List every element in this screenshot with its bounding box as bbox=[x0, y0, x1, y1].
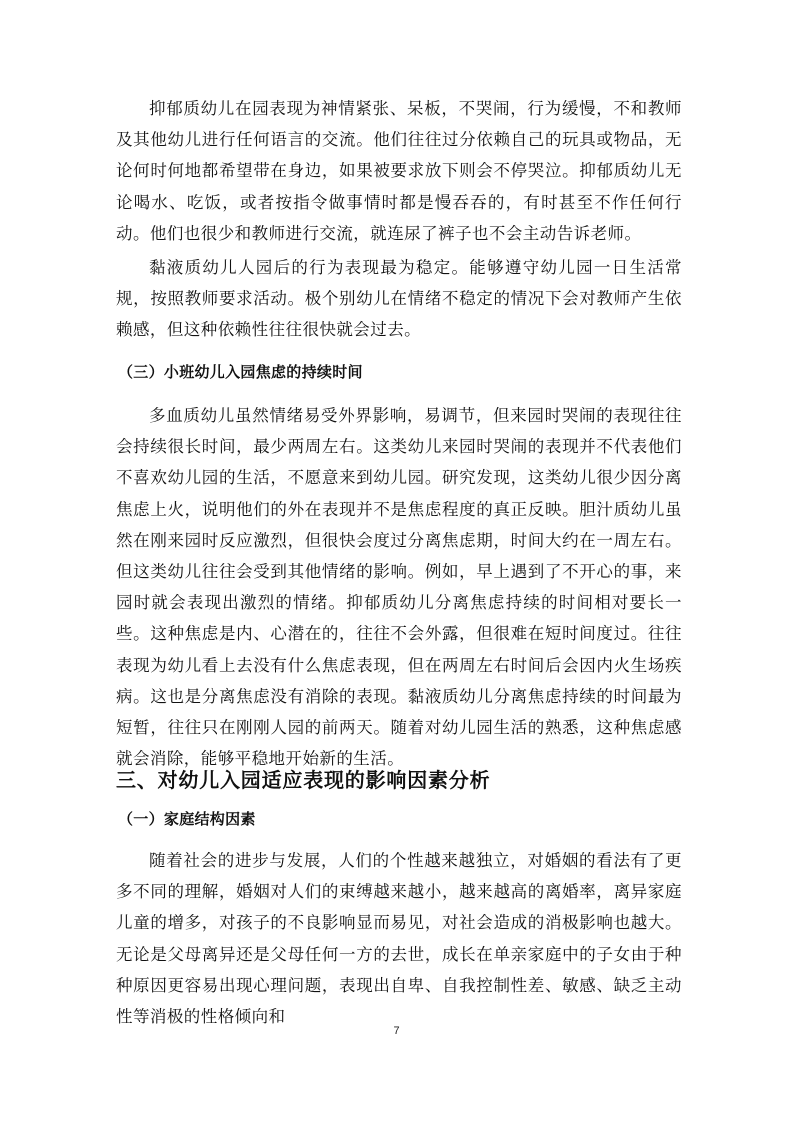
paragraph-melancholic-behavior: 抑郁质幼儿在园表现为神情紧张、呆板，不哭闹，行为缓慢，不和教师及其他幼儿进行任何语言的交流。他们往往过分依赖自己的玩具或物品，无论何时何地都希望带在身边，如果被要求放下则会不停哭泣。抑郁质幼儿无论喝水、吃饭，或者按指令做事情时都是慢吞吞的，有时甚至不作任何行动。他们也很少和教师进行交流，就连尿了裤子也不会主动告诉老师。 bbox=[116, 99, 682, 243]
section-heading-influencing-factors: 三、对幼儿入园适应表现的影响因素分析 bbox=[116, 768, 491, 792]
subsection-heading-anxiety-duration: （三）小班幼儿入园焦虑的持续时间 bbox=[118, 363, 363, 381]
paragraph-phlegmatic-behavior: 黏液质幼儿人园后的行为表现最为稳定。能够遵守幼儿园一日生活常规，按照教师要求活动。极个别幼儿在情绪不稳定的情况下会对教师产生依赖感，但这种依赖性往往很快就会过去。 bbox=[116, 258, 682, 340]
page-number: 7 bbox=[393, 1025, 400, 1037]
subsection-heading-family-structure: （一）家庭结构因素 bbox=[118, 810, 256, 828]
paragraph-anxiety-duration: 多血质幼儿虽然情绪易受外界影响，易调节，但来园时哭闹的表现往往会持续很长时间，最少两周左右。这类幼儿来园时哭闹的表现并不代表他们不喜欢幼儿园的生活，不愿意来到幼儿园。研究发现，这类幼儿很少因分离焦虑上火，说明他们的外在表现并不是焦虑程度的真正反映。胆汁质幼儿虽然在刚来园时反应激烈，但很快会度过分离焦虑期，时间大约在一周左右。但这类幼儿往往会受到其他情绪的影响。例如，早上遇到了不开心的事，来园时就会表现出激烈的情绪。抑郁质幼儿分离焦虑持续的时间相对要长一些。这种焦虑是内、心潜在的，往往不会外露，但很难在短时间度过。往往表现为幼儿看上去没有什么焦虑表现，但在两周左右时间后会因内火生场疾病。这也是分离焦虑没有消除的表现。黏液质幼儿分离焦虑持续的时间最为短暂，往往只在刚刚人园的前两天。随着对幼儿园生活的熟悉，这种焦虑感就会消除，能够平稳地开始新的生活。 bbox=[116, 406, 682, 769]
paragraph-family-structure: 随着社会的进步与发展，人们的个性越来越独立，对婚姻的看法有了更多不同的理解，婚姻对人们的束缚越来越小，越来越高的离婚率，离异家庭儿童的增多，对孩子的不良影响显而易见，对社会造成的消极影响也越大。无论是父母离异还是父母任何一方的去世，成长在单亲家庭中的子女由于种种原因更容易出现心理问题，表现出自卑、自我控制性差、敏感、缺乏主动性等消极的性格倾向和 bbox=[116, 851, 682, 1027]
